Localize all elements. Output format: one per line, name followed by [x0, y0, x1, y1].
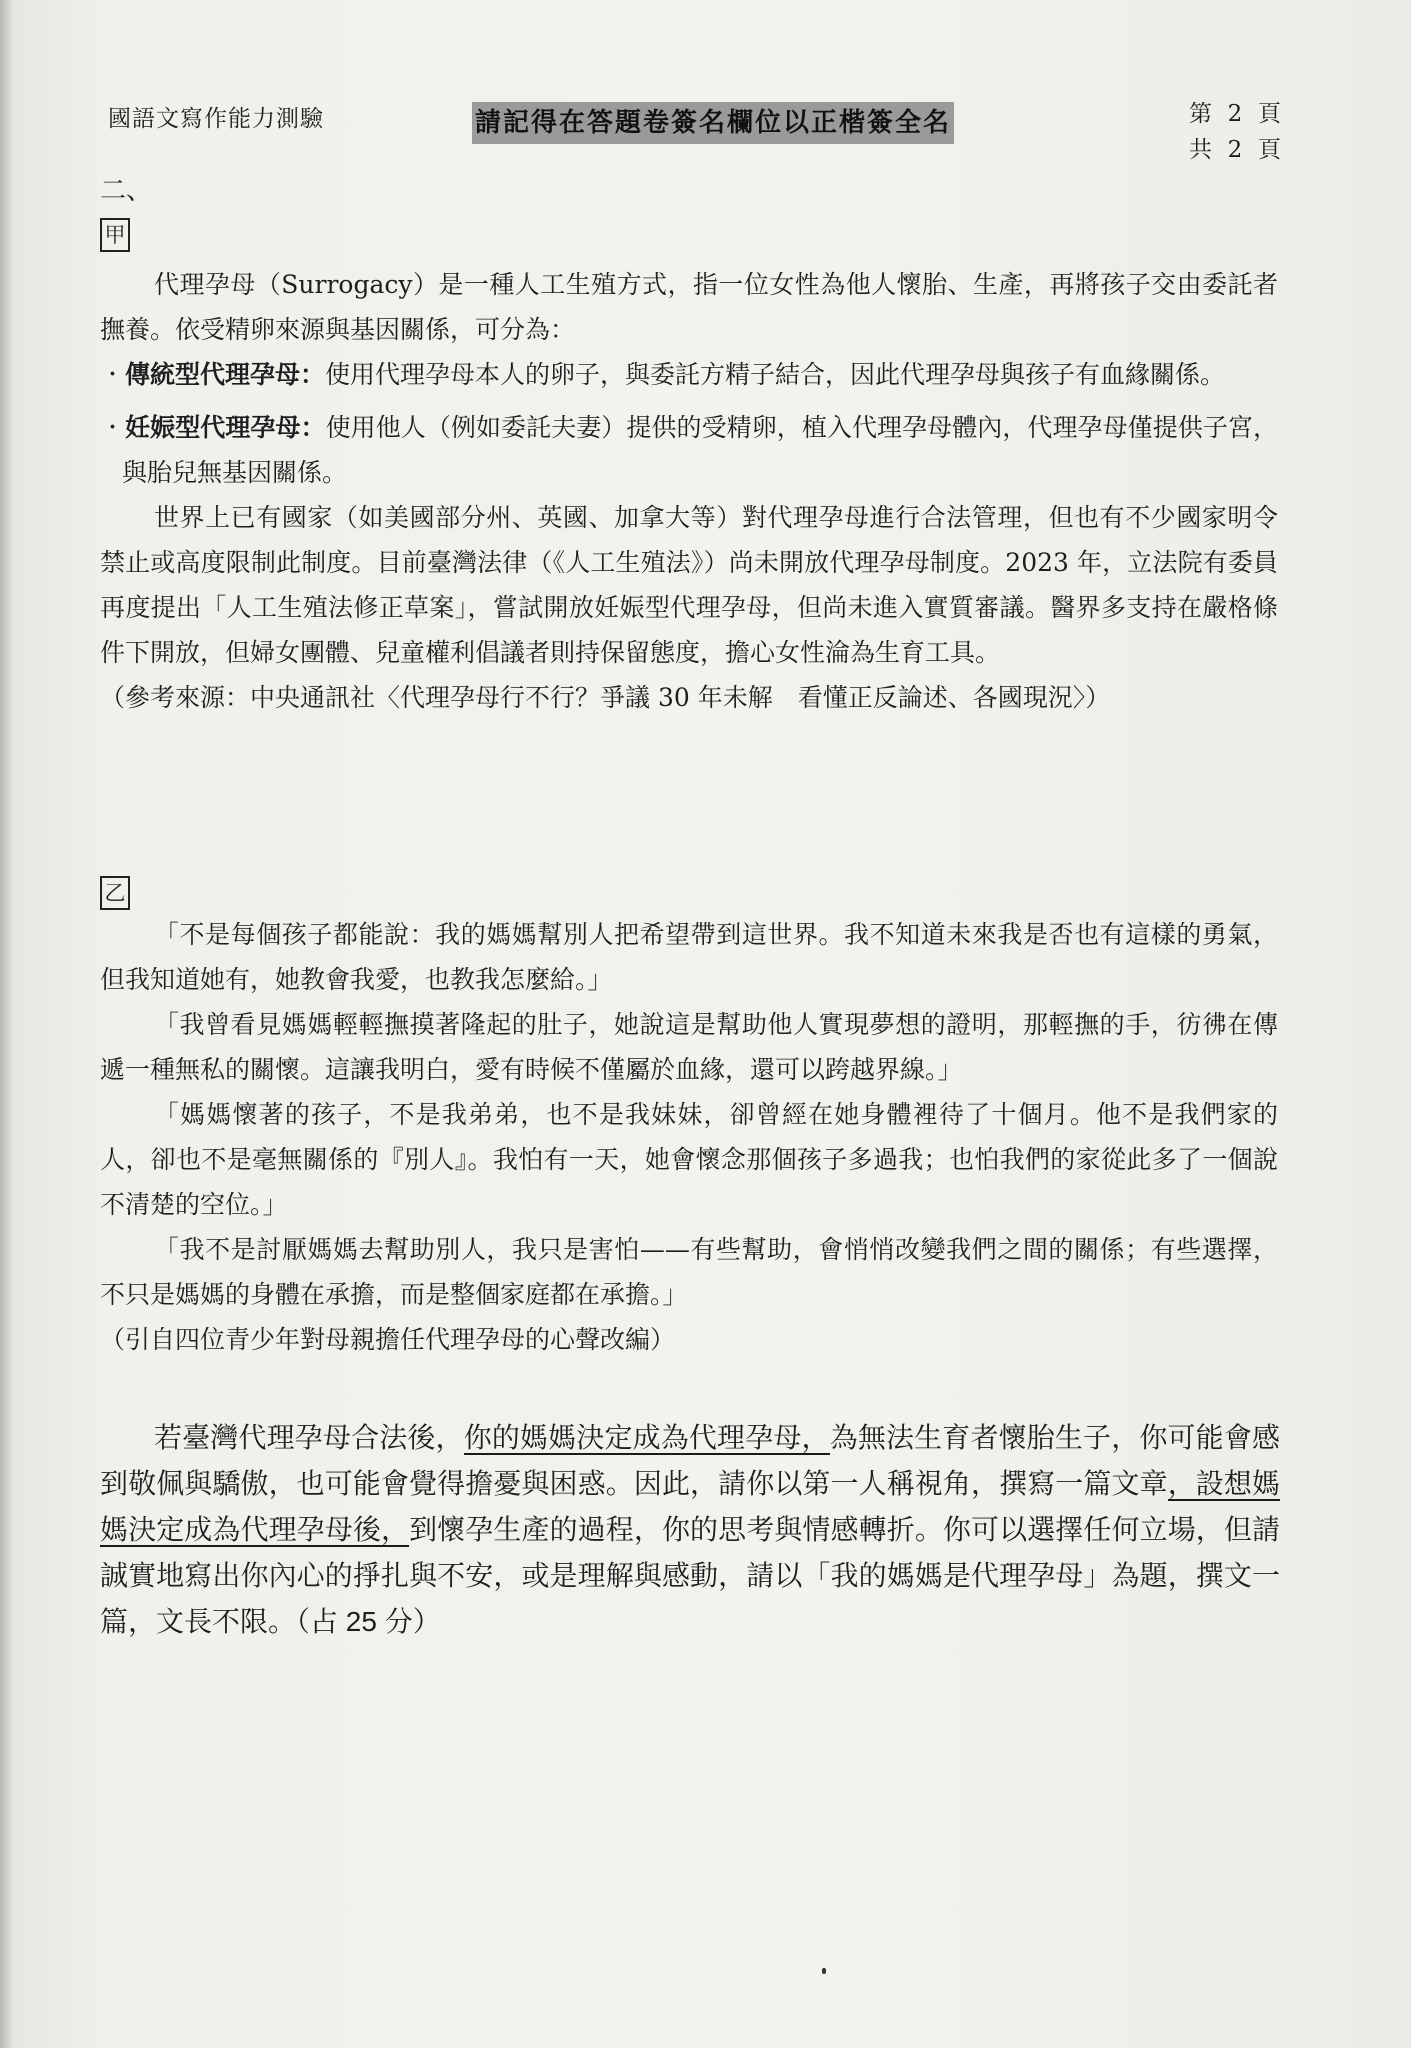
quote-1: 「不是每個孩子都能說：我的媽媽幫別人把希望帶到這世界。我不知道未來我是否也有這樣的勇氣，但我知道她有，她教會我愛，也教我怎麼給。」 [100, 920, 1278, 994]
section-heading: 二、 [100, 176, 153, 206]
quote-3: 「媽媽懷著的孩子，不是我弟弟，也不是我妹妹，卻曾經在她身體裡待了十個月。他不是我們家的人，卻也不是毫無關係的『別人』。我怕有一天，她會懷念那個孩子多過我；也怕我們的家從此多了一個說不清楚的空位。」 [100, 1100, 1278, 1219]
page-number [1189, 96, 1281, 168]
part-b-label: 乙 [100, 876, 130, 910]
underlined-phrase-1: 你的媽媽決定成為代理孕母， [463, 1422, 830, 1453]
test-name: 國語文寫作能力測驗 [108, 106, 324, 132]
writing-prompt: 若臺灣代理孕母合法後，你的媽媽決定成為代理孕母，為無法生育者懷胎生子，你可能會感到敬佩與驕傲，也可能會覺得擔憂與困惑。因此，請你以第一人稱視角，撰寫一篇文章，設想媽媽決定成為代理孕母後，到懷孕生產的過程，你的思考與情感轉折。你可以選擇任何立場，但請誠實地寫出你內心的掙扎與不安，或是理解與感動，請以「我的媽媽是代理孕母」為題，撰文一篇，文長不限。（占 25 分） [100, 1422, 1280, 1637]
current-page: 第 2 頁 [1189, 101, 1281, 127]
part-a-label: 甲 [100, 218, 130, 252]
part-b-text [100, 912, 1278, 1362]
type-traditional: ‧傳統型代理孕母：使用代理孕母本人的卵子，與委託方精子結合，因此代理孕母與孩子有血緣關係。 [100, 360, 1226, 389]
page-edge-shadow [0, 0, 14, 2048]
type-gestational: ‧妊娠型代理孕母：使用他人（例如委託夫妻）提供的受精卵，植入代理孕母體內，代理孕母僅提供子宮，與胎兒無基因關係。 [100, 413, 1278, 487]
quote-4: 「我不是討厭媽媽去幫助別人，我只是害怕——有些幫助，會悄悄改變我們之間的關係；有些選擇，不只是媽媽的身體在承擔，而是整個家庭都在承擔。」 [100, 1235, 1278, 1309]
quote-2: 「我曾看見媽媽輕輕撫摸著隆起的肚子，她說這是幫助他人實現夢想的證明，那輕撫的手，彷彿在傳遞一種無私的關懷。這讓我明白，愛有時候不僅屬於血緣，還可以跨越界線。」 [100, 1010, 1278, 1084]
total-pages: 共 2 頁 [1189, 137, 1281, 163]
part-a-text [100, 262, 1278, 720]
underlined-phrase-2: ，設想媽媽決定成為代理孕母後， [100, 1468, 1280, 1545]
part-b-source: （引自四位青少年對母親擔任代理孕母的心聲改編） [100, 1325, 676, 1354]
scan-speck [822, 1968, 826, 1974]
part-a-intro: 代理孕母（Surrogacy）是一種人工生殖方式，指一位女性為他人懷胎、生產，再將孩子交由委託者撫養。依受精卵來源與基因關係，可分為： [100, 270, 1278, 344]
part-a-source: （參考來源：中央通訊社〈代理孕母行不行？爭議 30 年未解 看懂正反論述、各國現況〉） [100, 683, 1111, 712]
part-a-paragraph: 世界上已有國家（如美國部分州、英國、加拿大等）對代理孕母進行合法管理，但也有不少國家明令禁止或高度限制此制度。目前臺灣法律（《人工生殖法》）尚未開放代理孕母制度。2023 年，立法院有委員再度提出「人工生殖法修正草案」，嘗試開放妊娠型代理孕母，但尚未進入實質審議。醫界多支持在嚴格條件下開放，但婦女團體、兒童權利倡議者則持保留態度，擔心女性淪為生育工具。 [100, 503, 1278, 667]
signature-reminder-banner: 請記得在答題卷簽名欄位以正楷簽全名 [472, 102, 954, 144]
